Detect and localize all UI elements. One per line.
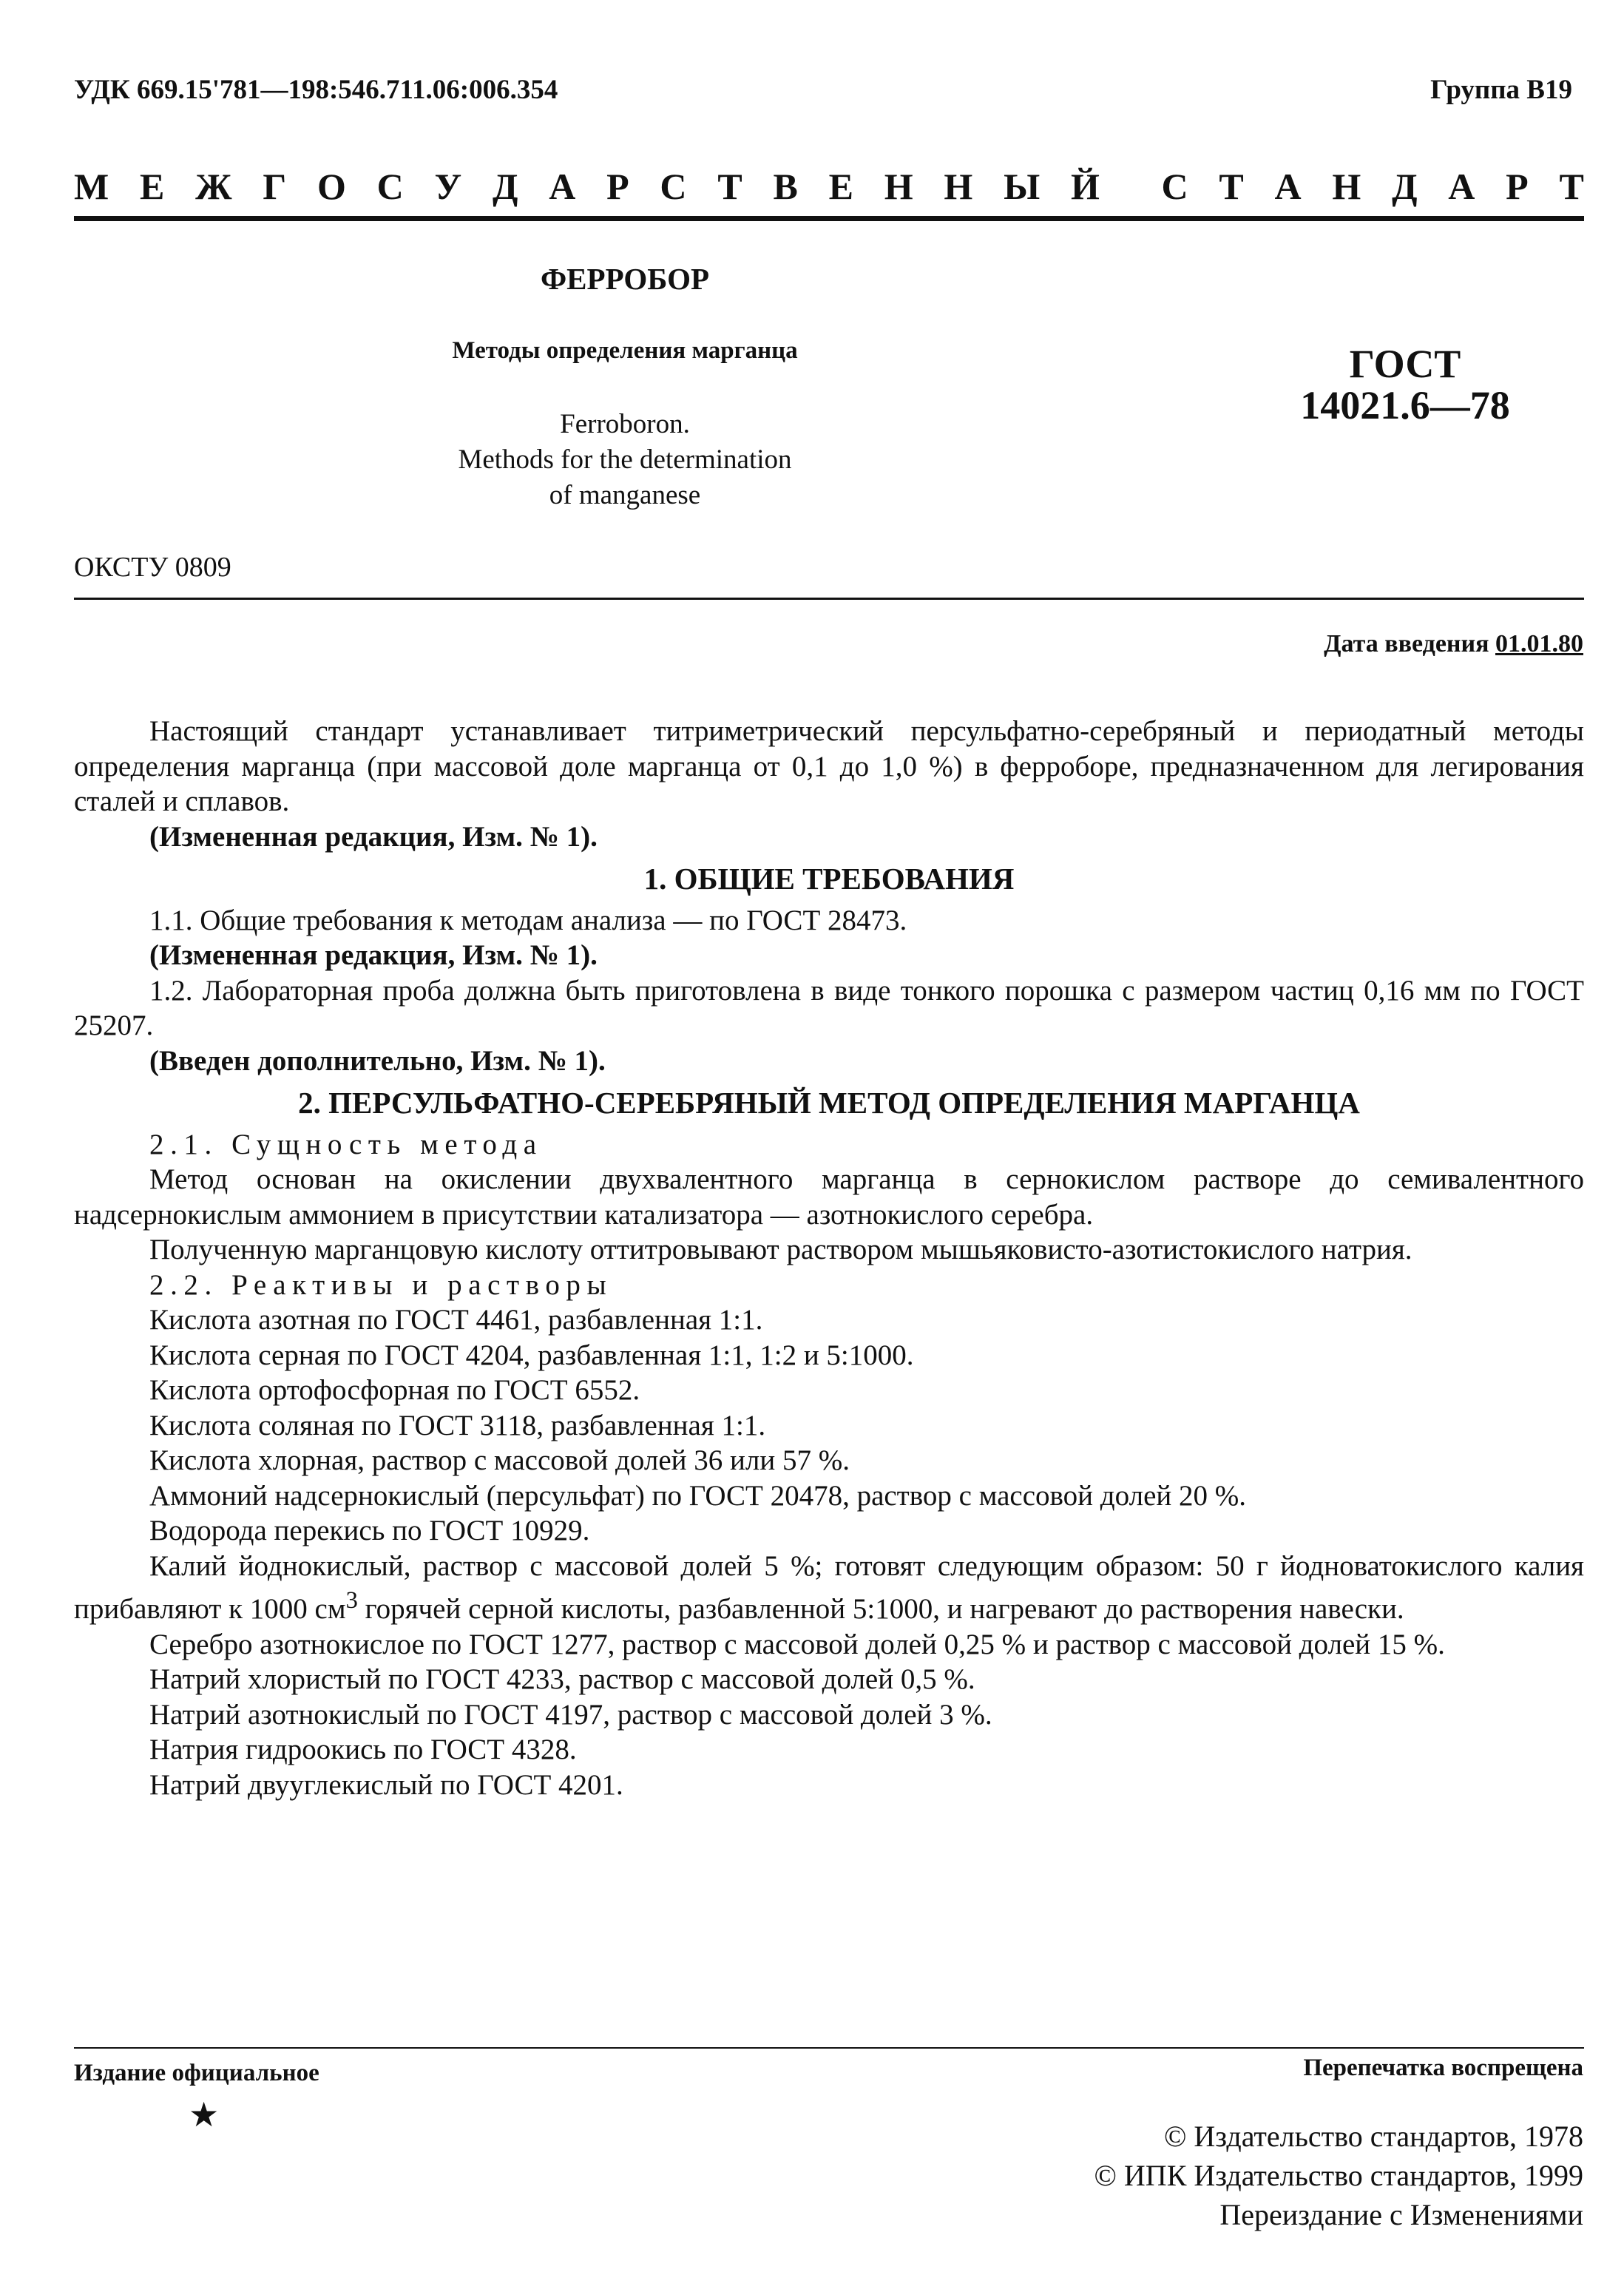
standard-banner xyxy=(74,164,1584,209)
reprint-prohibited-label: Перепечатка воспрещена xyxy=(1303,2055,1583,2081)
banner-letter: Ж xyxy=(195,166,232,207)
amendment-note: (Измененная редакция, Изм. № 1). xyxy=(149,820,598,853)
group-code: Группа В19 xyxy=(1430,75,1572,105)
banner-letter: Т xyxy=(1219,166,1244,207)
banner-letter: А xyxy=(1448,166,1475,207)
banner-letter: О xyxy=(317,166,346,207)
reagent-item-potassium-iodate xyxy=(74,1549,1584,1627)
official-edition-label: Издание официальное xyxy=(74,2060,319,2086)
banner-letter: Н xyxy=(1332,166,1361,207)
udk-code: УДК 669.15'781—198:546.711.06:006.354 xyxy=(74,75,558,105)
introduction-date xyxy=(1324,630,1583,658)
document-subtitle: Методы определения марганца xyxy=(452,337,798,364)
reagent-text: горячей серной кислоты, разбавленной 5:1000, и нагревают до растворения навески. xyxy=(357,1593,1404,1625)
banner-letter: Е xyxy=(139,166,165,207)
amendment-note: (Введен дополнительно, Изм. № 1). xyxy=(149,1044,606,1077)
english-title-line: Ferroboron. xyxy=(560,409,690,439)
introduction-date-value: 01.01.80 xyxy=(1495,630,1583,657)
reagent-item: Натрий хлористый по ГОСТ 4233, раствор с массовой долей 0,5 %. xyxy=(149,1663,975,1695)
amendment-note: (Измененная редакция, Изм. № 1). xyxy=(149,939,598,971)
banner-letter: А xyxy=(1274,166,1302,207)
reagent-item: Кислота серная по ГОСТ 4204, разбавленная 1:1, 1:2 и 5:1000. xyxy=(149,1339,914,1371)
reagent-item: Кислота ортофосфорная по ГОСТ 6552. xyxy=(149,1374,640,1406)
clause-2-1-text: Полученную марганцовую кислоту оттитровывают раствором мышьяковисто-азотистокислого натрия. xyxy=(149,1234,1412,1265)
banner-letter: Й xyxy=(1071,166,1100,207)
reagent-item: Натрий двууглекислый по ГОСТ 4201. xyxy=(149,1768,623,1801)
star-icon: ★ xyxy=(189,2096,220,2134)
top-rule xyxy=(74,216,1584,221)
publisher-block xyxy=(1094,2117,1583,2234)
clause-1-2: 1.2. Лабораторная проба должна быть приготовлена в виде тонкого порошка с размером частиц 0,16 мм по ГОСТ 25207. xyxy=(74,974,1584,1041)
banner-letter: Т xyxy=(717,166,742,207)
reagent-item: Кислота хлорная, раствор с массовой долей 36 или 57 %. xyxy=(149,1444,850,1476)
banner-letter: Н xyxy=(884,166,913,207)
banner-letter: У xyxy=(434,166,462,207)
reagent-item: Натрия гидроокись по ГОСТ 4328. xyxy=(149,1734,577,1765)
banner-letter: Д xyxy=(1392,166,1418,207)
middle-rule xyxy=(74,598,1584,600)
english-title xyxy=(325,407,924,513)
english-title-line: of manganese xyxy=(549,480,701,510)
reagent-item: Водорода перекись по ГОСТ 10929. xyxy=(149,1515,590,1546)
english-title-line: Methods for the determination xyxy=(458,444,792,475)
banner-letter: С xyxy=(1161,166,1188,207)
publisher-line: Переиздание с Изменениями xyxy=(1219,2198,1583,2231)
banner-letter: В xyxy=(773,166,798,207)
superscript: 3 xyxy=(345,1587,358,1614)
clause-2-1-text: Метод основан на окислении двухвалентного марганца в сернокислом растворе до семивалентного надсернокислым аммонием в присутствии катализатора — азотнокислого серебра. xyxy=(74,1163,1584,1231)
reagent-item: Серебро азотнокислое по ГОСТ 1277, раствор с массовой долей 0,25 % и раствор с массовой долей 15 %. xyxy=(149,1628,1445,1660)
publisher-line: © ИПК Издательство стандартов, 1999 xyxy=(1094,2159,1583,2192)
banner-letter: С xyxy=(376,166,404,207)
reagent-item: Аммоний надсернокислый (персульфат) по ГОСТ 20478, раствор с массовой долей 20 %. xyxy=(149,1479,1247,1512)
reagent-item: Кислота азотная по ГОСТ 4461, разбавленная 1:1. xyxy=(149,1304,763,1336)
banner-letter: Н xyxy=(944,166,973,207)
banner-letter: Р xyxy=(1506,166,1529,207)
bottom-rule xyxy=(74,2047,1584,2049)
banner-letter: М xyxy=(74,166,109,207)
banner-letter: Е xyxy=(828,166,853,207)
gost-label: ГОСТ xyxy=(1349,342,1461,386)
intro-paragraph: Настоящий стандарт устанавливает титриметрический персульфатно-серебряный и периодатный методы определения марганца (при массовой доле марганца от 0,1 до 1,0 %) в ферроборе, предназначенном для легирования сталей и сплавов. xyxy=(74,715,1584,817)
banner-letter: А xyxy=(549,166,576,207)
gost-designation xyxy=(1183,343,1624,426)
clause-2-2-heading: 2.2. Реактивы и растворы xyxy=(149,1268,613,1301)
introduction-date-label: Дата введения xyxy=(1324,630,1489,657)
banner-letter: Т xyxy=(1559,166,1584,207)
document-body xyxy=(74,714,1584,1802)
banner-letter: Г xyxy=(263,166,287,207)
publisher-line: © Издательство стандартов, 1978 xyxy=(1163,2120,1583,2153)
reagent-item: Натрий азотнокислый по ГОСТ 4197, раствор с массовой долей 3 %. xyxy=(149,1698,992,1731)
clause-1-1: 1.1. Общие требования к методам анализа — по ГОСТ 28473. xyxy=(149,904,907,936)
gost-number: 14021.6—78 xyxy=(1300,383,1510,427)
section-heading-2: 2. ПЕРСУЛЬФАТНО-СЕРЕБРЯНЫЙ МЕТОД ОПРЕДЕЛЕНИЯ МАРГАНЦА xyxy=(298,1086,1360,1120)
banner-letter: С xyxy=(660,166,687,207)
document-title: ФЕРРОБОР xyxy=(540,262,710,296)
reagent-text: Калий йоднокислый, раствор с массовой долей 5 %; готовят следующим образом: 50 г йодноватокислого калия прибавляют к 1000 см xyxy=(74,1549,1584,1625)
banner-letter: Д xyxy=(493,166,518,207)
banner-letter: Ы xyxy=(1004,166,1041,207)
reagent-item: Кислота соляная по ГОСТ 3118, разбавленная 1:1. xyxy=(149,1409,766,1441)
section-heading-1: 1. ОБЩИЕ ТРЕБОВАНИЯ xyxy=(643,862,1015,896)
banner-letter: Р xyxy=(606,166,629,207)
okstu-code: ОКСТУ 0809 xyxy=(74,552,231,583)
clause-2-1-heading: 2.1. Сущность метода xyxy=(149,1128,543,1160)
